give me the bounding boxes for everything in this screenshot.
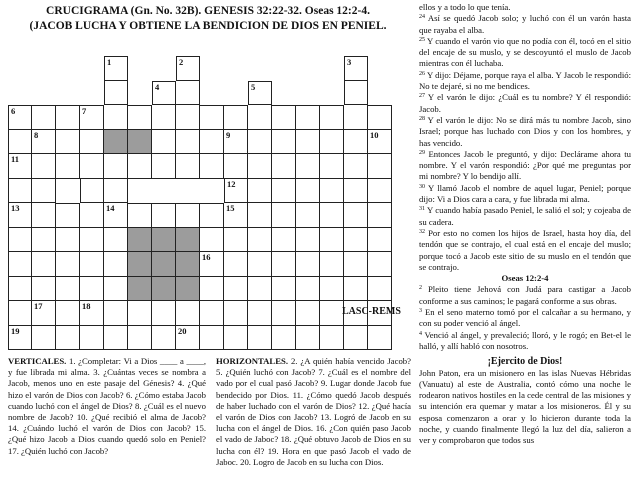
clue-number: 2 [179, 57, 184, 67]
oseas-heading: Oseas 12:2-4 [501, 273, 549, 284]
horizontal-clues-label: HORIZONTALES. [216, 356, 289, 366]
puzzle-title: CRUCIGRAMA (Gn. No. 32B). GENESIS 32:22-32. Oseas 12:2-4. [46, 5, 370, 17]
crossword-cell[interactable] [32, 252, 56, 277]
crossword-cell[interactable] [344, 277, 368, 302]
crossword-cell[interactable] [104, 277, 128, 302]
crossword-cell[interactable] [320, 154, 344, 179]
puzzle-subtitle: (JACOB LUCHA Y OBTIENE LA BENDICION DE DIOS EN PENIEL. [29, 20, 387, 32]
crossword-cell[interactable] [320, 228, 344, 253]
crossword-cell[interactable] [8, 277, 32, 302]
crossword-cell[interactable] [56, 228, 80, 253]
crossword-cell[interactable] [56, 277, 80, 302]
clue-number: 20 [178, 325, 187, 336]
crossword-cell[interactable] [296, 105, 320, 130]
crossword-cell[interactable] [80, 301, 104, 326]
crossword-blocked-cell [128, 228, 152, 253]
credit-label: LASC-REMS [342, 306, 401, 317]
crossword-cell[interactable] [80, 252, 104, 277]
crossword-cell[interactable] [176, 81, 200, 106]
crossword-cell[interactable] [368, 179, 392, 204]
crossword-blocked-cell [176, 252, 200, 277]
crossword-cell[interactable] [344, 154, 368, 179]
crossword-cell[interactable] [56, 105, 80, 130]
crossword-cell[interactable] [8, 203, 32, 228]
clue-number: 10 [370, 129, 379, 140]
crossword-cell[interactable] [272, 130, 296, 155]
crossword-blocked-cell [176, 277, 200, 302]
clue-number: 11 [11, 154, 20, 164]
crossword-cell[interactable] [296, 228, 320, 253]
crossword-cell[interactable] [80, 203, 104, 228]
crossword-cell[interactable] [320, 105, 344, 130]
crossword-cell[interactable] [176, 154, 200, 179]
crossword-cell[interactable] [8, 252, 32, 277]
crossword-cell[interactable] [224, 130, 248, 155]
crossword-cell[interactable] [200, 301, 224, 326]
crossword-blocked-cell [152, 228, 176, 253]
crossword-cell[interactable] [200, 228, 224, 253]
crossword-cell[interactable] [320, 326, 344, 351]
clue-number: 5 [251, 81, 256, 92]
crossword-cell[interactable] [104, 154, 128, 179]
crossword-cell[interactable] [32, 301, 56, 326]
crossword-cell[interactable] [128, 301, 152, 326]
crossword-cell[interactable] [56, 301, 80, 326]
crossword-cell[interactable] [272, 301, 296, 326]
crossword-cell[interactable] [248, 228, 272, 253]
crossword-cell[interactable] [272, 252, 296, 277]
crossword-cell[interactable] [296, 277, 320, 302]
crossword-cell[interactable] [200, 277, 224, 302]
clue-number: 7 [82, 106, 87, 116]
clue-number: 18 [82, 301, 91, 311]
crossword-cell[interactable] [248, 179, 272, 204]
clue-number: 14 [106, 203, 115, 213]
crossword-cell[interactable] [152, 203, 176, 228]
crossword-cell[interactable] [8, 179, 32, 204]
crossword-blocked-cell [152, 277, 176, 302]
scripture-column [419, 2, 631, 447]
crossword-cell[interactable] [368, 105, 392, 130]
crossword-cell[interactable] [296, 179, 320, 204]
crossword-cell[interactable] [224, 277, 248, 302]
crossword-cell[interactable] [272, 105, 296, 130]
crossword-cell[interactable] [152, 154, 176, 179]
crossword-blocked-cell [176, 228, 200, 253]
clue-number: 9 [226, 129, 231, 140]
crossword-blocked-cell [128, 130, 152, 155]
verse-24: $^{24}$ Así se quedó Jacob solo; y luchó con él un varón hasta que rayaba el alba. [419, 13, 631, 35]
crossword-cell[interactable] [248, 301, 272, 326]
crossword-cell[interactable] [320, 203, 344, 228]
crossword-cell[interactable] [224, 326, 248, 351]
crossword-cell[interactable] [320, 130, 344, 155]
crossword-cell[interactable] [344, 326, 368, 351]
crossword-cell[interactable] [56, 326, 80, 351]
crossword-cell[interactable] [56, 203, 80, 228]
crossword-cell[interactable] [128, 154, 152, 179]
crossword-cell[interactable] [152, 301, 176, 326]
crossword-cell[interactable] [368, 252, 392, 277]
clue-number: 8 [34, 129, 39, 140]
crossword-cell[interactable] [224, 105, 248, 130]
crossword-cell[interactable] [344, 203, 368, 228]
crossword-cell[interactable] [248, 154, 272, 179]
crossword-cell[interactable] [368, 277, 392, 302]
crossword-cell[interactable] [176, 203, 200, 228]
crossword-cell[interactable] [296, 252, 320, 277]
crossword-cell[interactable] [344, 105, 368, 130]
exercise-text: John Paton, era un misionero en las islas Nuevas Hébridas (Vanuatu) al este de Australia, contó cómo una noche le rodearon nativos hostiles en la cede central de las misiones y su intención era quemar y matar a los misioneros. Él y su esposa comenzaron a orar y lo hicieron durante toda la noche, y cuando finalmente llegó la luz del día, salieron a ver y comprobaron que todos sus [419, 367, 631, 446]
crossword-cell[interactable] [200, 130, 224, 155]
crossword-cell[interactable] [32, 326, 56, 351]
crossword-cell[interactable] [152, 105, 176, 130]
crossword-cell[interactable] [104, 301, 128, 326]
crossword-cell[interactable] [152, 326, 176, 351]
crossword-cell[interactable] [368, 203, 392, 228]
crossword-cell[interactable] [152, 81, 176, 106]
clue-number: 16 [202, 252, 211, 262]
crossword-cell[interactable] [248, 203, 272, 228]
crossword-cell[interactable] [56, 252, 80, 277]
crossword-cell[interactable] [176, 105, 200, 130]
crossword-cell[interactable] [104, 203, 128, 228]
clue-number: 12 [227, 178, 236, 189]
crossword-cell[interactable] [80, 326, 104, 351]
crossword-cell[interactable] [248, 277, 272, 302]
crossword-cell[interactable] [80, 228, 104, 253]
crossword-cell[interactable] [248, 81, 272, 106]
crossword-cell[interactable] [8, 130, 32, 155]
crossword-cell[interactable] [224, 179, 248, 204]
crossword-cell[interactable] [128, 105, 152, 130]
crossword-cell[interactable] [344, 81, 368, 106]
horizontal-clues [216, 356, 411, 468]
crossword-cell[interactable] [80, 179, 104, 204]
crossword-cell[interactable] [200, 252, 224, 277]
crossword-cell[interactable] [296, 301, 320, 326]
crossword-cell[interactable] [8, 105, 32, 130]
verse-31: $^{31}$ Y cuando había pasado Peniel, le salió el sol; y cojeaba de su cadera. [419, 205, 631, 227]
crossword-cell[interactable] [344, 228, 368, 253]
crossword-cell[interactable] [200, 203, 224, 228]
crossword-cell[interactable] [200, 154, 224, 179]
crossword-cell[interactable] [272, 277, 296, 302]
crossword-blocked-cell [104, 130, 128, 155]
crossword-cell[interactable] [176, 130, 200, 155]
crossword-cell[interactable] [272, 326, 296, 351]
crossword-cell[interactable] [152, 130, 176, 155]
crossword-cell[interactable] [104, 56, 128, 81]
crossword-blocked-cell [128, 252, 152, 277]
crossword-cell[interactable] [344, 179, 368, 204]
crossword-cell[interactable] [248, 326, 272, 351]
crossword-cell[interactable] [200, 105, 224, 130]
crossword-cell[interactable] [224, 301, 248, 326]
crossword-cell[interactable] [128, 326, 152, 351]
crossword-cell[interactable] [8, 301, 32, 326]
verse-intro: ellos y a todo lo que tenía. [419, 2, 511, 12]
crossword-cell[interactable] [272, 203, 296, 228]
oseas-verse-3: $^3$ En el seno materno tomó por el calcañar a su hermano, y con su poder venció al ángel. [419, 307, 631, 329]
verse-27: $^{27}$ Y el varón le dijo: ¿Cuál es tu nombre? Y él respondió: Jacob. [419, 92, 631, 114]
crossword-cell[interactable] [56, 154, 80, 179]
crossword-cell[interactable] [320, 252, 344, 277]
clue-number: 15 [226, 203, 235, 213]
crossword-cell[interactable] [200, 326, 224, 351]
crossword-cell[interactable] [224, 228, 248, 253]
crossword-cell[interactable] [80, 130, 104, 155]
crossword-cell[interactable] [176, 326, 200, 351]
crossword-cell[interactable] [296, 326, 320, 351]
crossword-cell[interactable] [368, 130, 392, 155]
clue-number: 13 [11, 203, 20, 213]
crossword-cell[interactable] [80, 154, 104, 179]
crossword-cell[interactable] [224, 252, 248, 277]
verse-26: $^{26}$ Y dijo: Déjame, porque raya el alba. Y Jacob le respondió: No te dejaré, si no me bendices. [419, 69, 631, 92]
crossword-cell[interactable] [368, 326, 392, 351]
crossword-cell[interactable] [128, 203, 152, 228]
crossword-cell[interactable] [32, 105, 56, 130]
crossword-cell[interactable] [296, 130, 320, 155]
crossword-cell[interactable] [32, 130, 56, 155]
crossword-cell[interactable] [176, 56, 200, 81]
crossword-cell[interactable] [248, 130, 272, 155]
verse-28: $^{28}$ Y el varón le dijo: No se dirá más tu nombre Jacob, sino Israel; porque has luchado con Dios y con los hombres, y has vencido. [419, 114, 631, 148]
crossword-cell[interactable] [104, 179, 128, 204]
crossword-cell[interactable] [32, 154, 56, 179]
crossword-cell[interactable] [104, 326, 128, 351]
crossword-cell[interactable] [368, 154, 392, 179]
crossword-blocked-cell [152, 252, 176, 277]
vertical-clues [8, 356, 206, 457]
crossword-cell[interactable] [224, 203, 248, 228]
crossword-cell[interactable] [32, 277, 56, 302]
crossword-cell[interactable] [104, 228, 128, 253]
verse-29: $^{29}$ Entonces Jacob le preguntó, y dijo: Declárame ahora tu nombre. Y el varón respondió: ¿Por qué me preguntas por mi nombre? Y lo bendijo allí. [419, 148, 631, 182]
clue-number: 6 [11, 106, 16, 116]
vertical-clues-label: VERTICALES. [8, 356, 67, 366]
crossword-cell[interactable] [8, 326, 32, 351]
crossword-cell[interactable] [104, 252, 128, 277]
exercise-heading: ¡Ejercito de Dios! [487, 356, 563, 368]
clue-number: 17 [34, 301, 43, 311]
crossword-cell[interactable] [248, 105, 272, 130]
crossword-cell[interactable] [272, 154, 296, 179]
crossword-cell[interactable] [8, 154, 32, 179]
crossword-cell[interactable] [320, 179, 344, 204]
crossword-cell[interactable] [344, 130, 368, 155]
crossword-cell[interactable] [32, 228, 56, 253]
crossword-cell[interactable] [32, 203, 56, 228]
crossword-cell[interactable] [344, 56, 368, 81]
crossword-cell[interactable] [80, 277, 104, 302]
crossword-cell[interactable] [344, 252, 368, 277]
verse-30: $^{30}$ Y llamó Jacob el nombre de aquel lugar, Peniel; porque dijo: Vi a Dios cara a cara, y fue librada mi alma. [419, 182, 631, 205]
horizontal-clues-text: 2. ¿A quién había vencido Jacob? 5. ¿Quién luchó con Jacob? 7. ¿Cuál es el nombre del vado por el cual pasó Jacob? 9. Lugar donde Jacob fue bendecido por Dios. 11. ¿Cómo quedó Jacob después de haber luchado con el varón de Dios? 12. ¿Qué hacía el varón de Dios con Jacob? 13. Logró de Jacob en su lucha con el ángel de Dios. 16. ¿Con quién paso Jacob el vado de Jaboc? 18. ¿Qué obtuvo Jacob de Dios en su lucha con él? 19. Hora en que pasó Jacob el vado de Jaboc. 20. Logro de Jacob en su lucha con Dios. [216, 356, 411, 467]
oseas-verse-2: $^2$ Pleito tiene Jehová con Judá para castigar a Jacob conforme a sus caminos; le pagará conforme a sus obras. [419, 284, 631, 306]
crossword-cell[interactable] [296, 203, 320, 228]
clue-number: 4 [155, 81, 160, 92]
vertical-clues-text: 1. ¿Completar: Vi a Dios ____ a ____, y fue librada mi alma. 3. ¿Cuántas veces se nombra a Jacob, menos uno en este pasaje del Génesis? 4. ¿Qué hizo el varón de Dios con Jacob? 6. ¿Cómo estaba Jacob cuando luchó con el ángel de Dios? 8. ¿Cuál es el nuevo nombre de Jacob? 10. ¿Qué recibió el alma de Jacob? 14. ¿Cuándo luchó el varón de Dios con Jacob? 15. ¿Qué hizo Jacob a Dios cuando quedó solo en Peniel? 17. ¿Quién luchó con Jacob? [8, 356, 206, 456]
crossword-cell[interactable] [104, 105, 128, 130]
crossword-cell[interactable] [32, 179, 56, 204]
crossword-cell[interactable] [272, 179, 296, 204]
crossword-cell[interactable] [104, 81, 128, 106]
crossword-cell[interactable] [320, 301, 344, 326]
verse-25: $^{25}$ Y cuando el varón vio que no podía con él, tocó en el sitio del encaje de su muslo, y se descoyuntó el muslo de Jacob mientras con él luchaba. [419, 35, 631, 69]
clue-number: 19 [11, 325, 20, 336]
crossword-cell[interactable] [176, 301, 200, 326]
crossword-blocked-cell [128, 277, 152, 302]
crossword-cell[interactable] [80, 105, 104, 130]
verse-32: $^{32}$ Por esto no comen los hijos de Israel, hasta hoy día, del tendón que se contrajo, el cual está en el encaje del muslo; porque tocó a Jacob este sitio de su muslo en el tendón que se contrajo. [419, 227, 631, 272]
crossword-cell[interactable] [56, 130, 80, 155]
oseas-verse-4: $^4$ Venció al ángel, y prevaleció; lloró, y le rogó; en Bet-el le halló, y allí habló con nosotros. [419, 329, 631, 351]
crossword-cell[interactable] [272, 228, 296, 253]
crossword-cell[interactable] [8, 228, 32, 253]
crossword-cell[interactable] [368, 228, 392, 253]
clue-number: 3 [347, 57, 352, 67]
crossword-cell[interactable] [248, 252, 272, 277]
clue-number: 1 [107, 57, 112, 67]
crossword-cell[interactable] [320, 277, 344, 302]
crossword-cell[interactable] [296, 154, 320, 179]
crossword-cell[interactable] [224, 154, 248, 179]
